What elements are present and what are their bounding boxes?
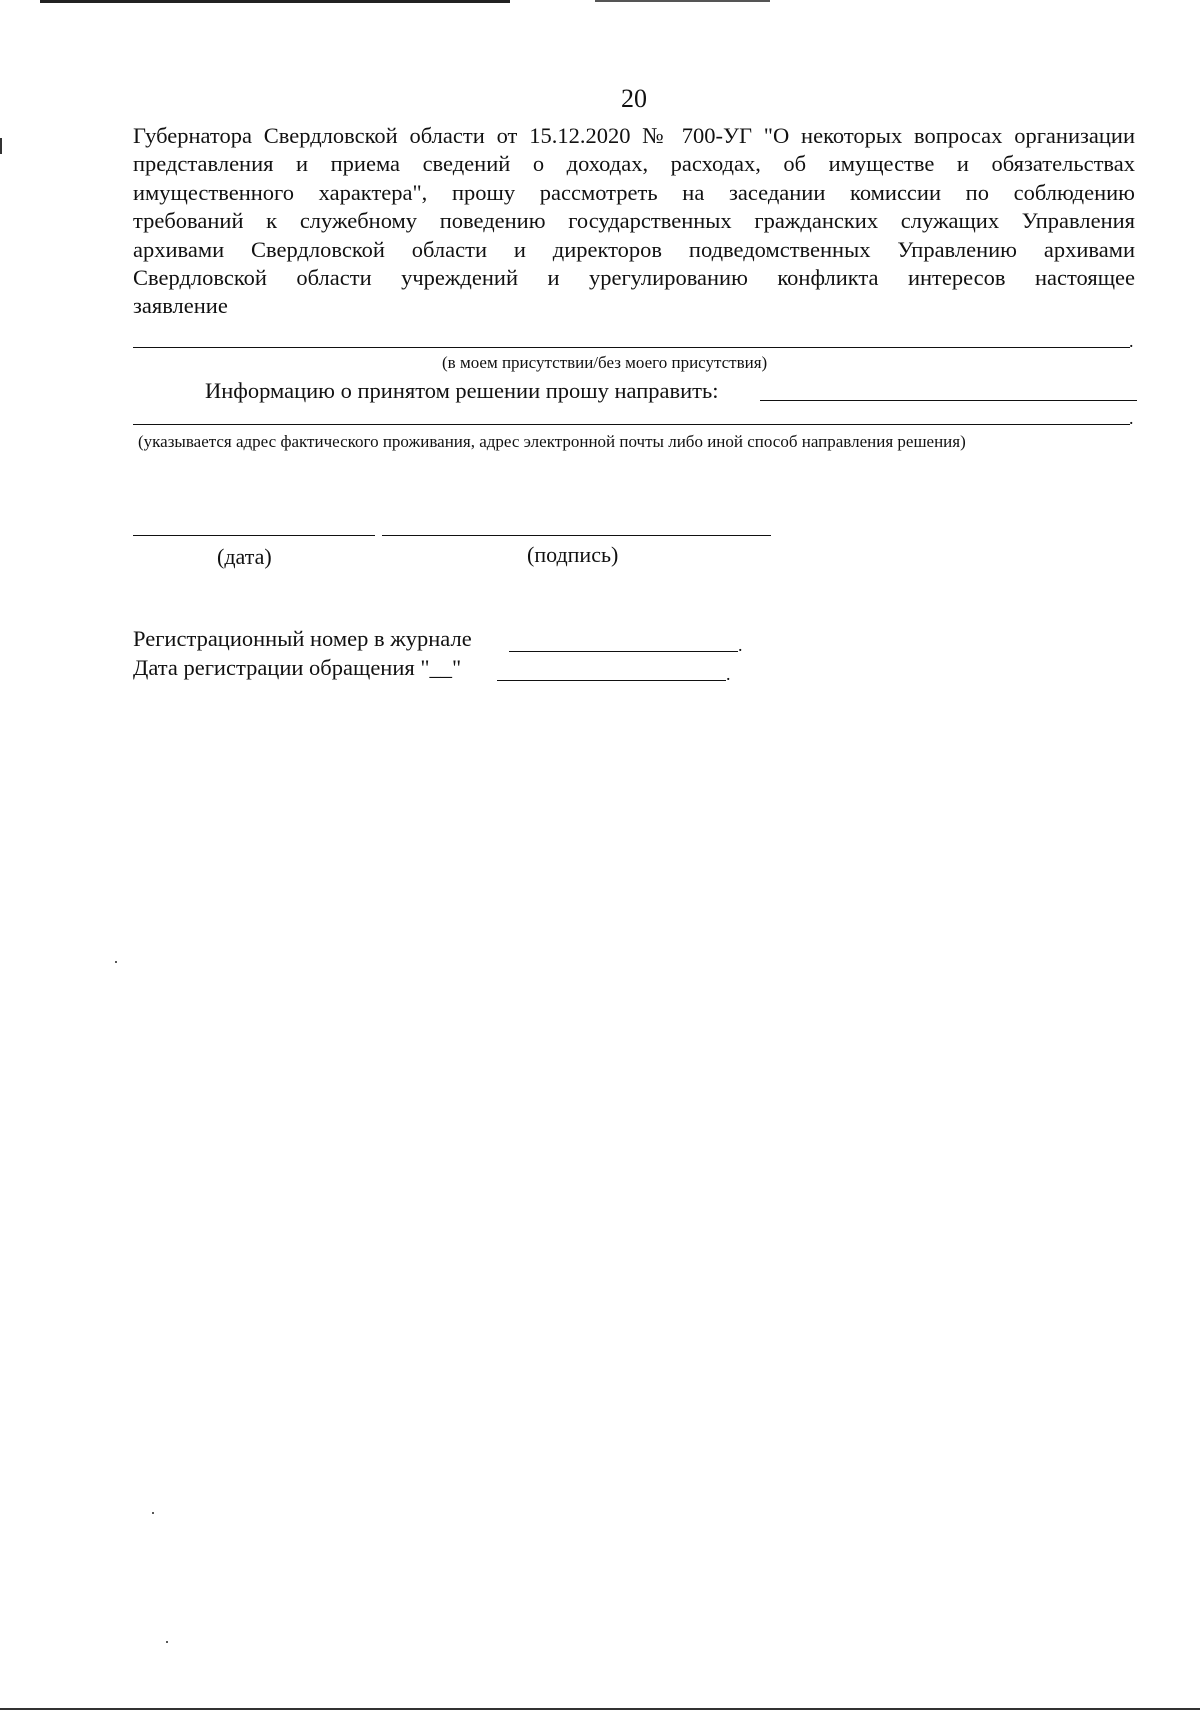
scan-edge-top [595,0,770,2]
statement-paragraph [133,122,1135,321]
presence-fill-line[interactable] [133,347,1130,348]
registration-number-label: Регистрационный номер в журнале [133,626,472,651]
period: . [726,664,731,684]
period: . [1129,331,1134,351]
paragraph-line: имущественного характера", прошу рассмотреть на заседании комиссии по соблюдению [133,179,1135,205]
period: . [738,635,743,655]
signature-caption: (подпись) [527,542,619,567]
registration-number-fill-line[interactable] [509,651,738,652]
presence-caption: (в моем присутствии/без моего присутствия) [442,353,768,372]
registration-date-fill-line[interactable] [497,680,726,681]
scan-speck [166,1641,168,1643]
signature-fill-line[interactable] [382,535,771,536]
paragraph-line: Губернатора Свердловской области от 15.12.2020 № 700-УГ "О некоторых вопросах организации [133,123,1135,148]
registration-date-label: Дата регистрации обращения "__" [133,655,462,680]
paragraph-line: архивами Свердловской области и директоров подведомственных Управлению архивами [133,236,1135,262]
date-fill-line[interactable] [133,535,375,536]
paragraph-line: представления и приема сведений о доходах, расходах, об имуществе и обязательствах [133,151,1135,177]
page-number: 20 [621,84,647,113]
paragraph-line: заявление [133,293,228,319]
scan-speck [152,1512,154,1514]
info-request-label: Информацию о принятом решении прошу направить: [205,378,719,403]
scan-edge-left [0,138,2,154]
period: . [1129,408,1134,428]
paragraph-line: Свердловской области учреждений и урегулированию конфликта интересов настоящее [133,265,1135,291]
scan-edge-top [40,0,510,3]
address-fill-line[interactable] [133,424,1130,425]
scan-edge-bottom [0,1708,1200,1710]
scan-speck [115,961,117,963]
address-caption: (указывается адрес фактического проживания, адрес электронной почты либо иной способ направления решения) [138,432,966,451]
info-request-fill-line[interactable] [760,400,1137,401]
paragraph-line: требований к служебному поведению государственных гражданских служащих Управления [133,208,1135,234]
date-caption: (дата) [217,544,272,569]
